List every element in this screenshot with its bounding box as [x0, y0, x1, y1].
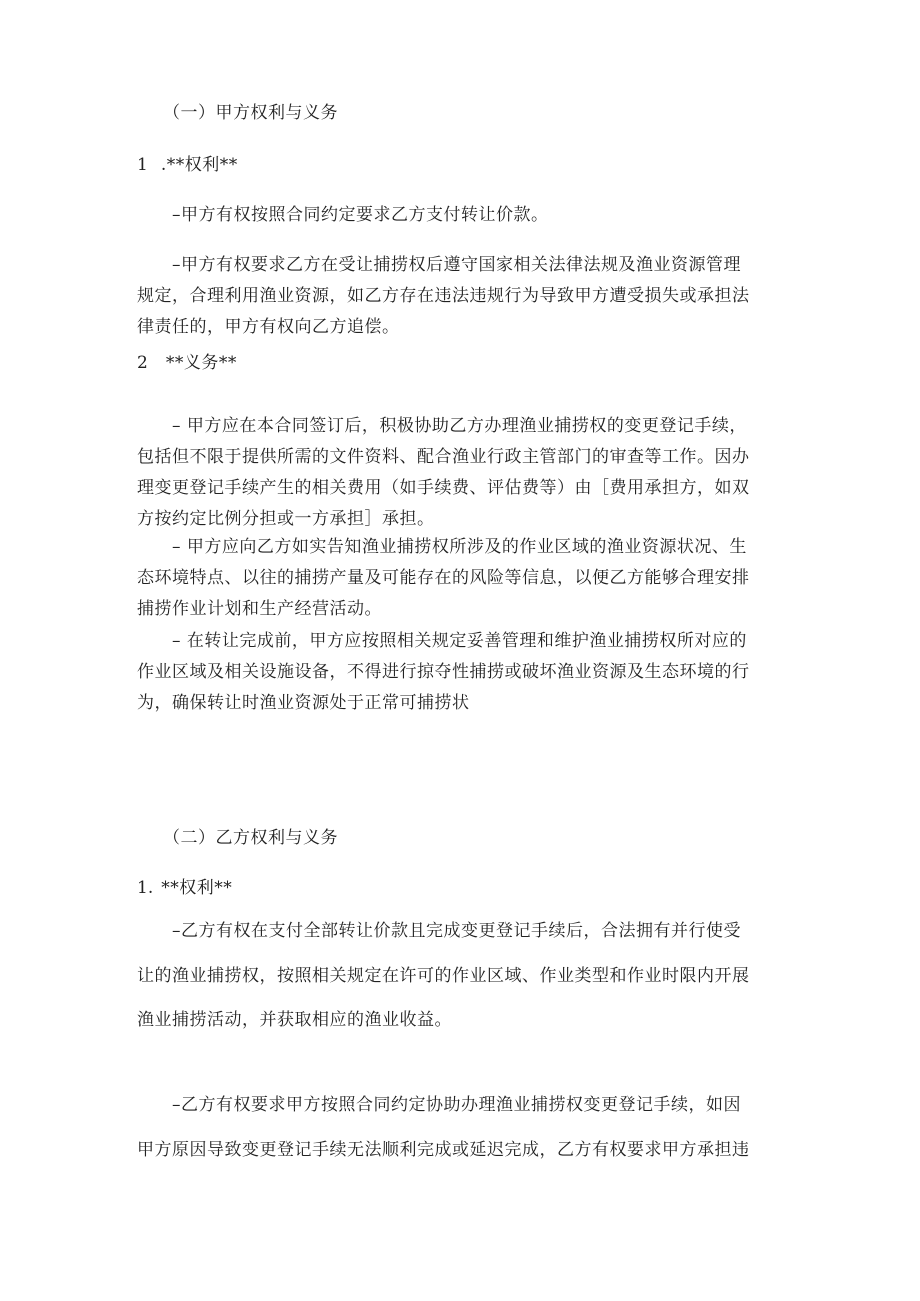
paragraph-line: 理变更登记手续产生的相关费用（如手续费、评估费等）由［费用承担方，如双 — [137, 478, 750, 498]
paragraph — [137, 1083, 750, 1172]
item-number: 1. — [137, 878, 154, 898]
item-heading-party-b-rights — [137, 876, 232, 900]
paragraph-line: 捕捞作业计划和生产经营活动。 — [137, 599, 382, 619]
item-heading-party-a-rights — [137, 153, 238, 177]
item-number: 2 — [137, 353, 148, 373]
paragraph-line: – 甲方应向乙方如实告知渔业捕捞权所涉及的作业区域的渔业资源状况、生 — [172, 537, 747, 557]
paragraph-line: –乙方有权要求甲方按照合同约定协助办理渔业捕捞权变更登记手续，如因 — [172, 1095, 741, 1115]
paragraph-line: – 在转让完成前，甲方应按照相关规定妥善管理和维护渔业捕捞权所对应的 — [172, 631, 747, 651]
paragraph — [137, 411, 750, 535]
item-heading-party-a-obligations — [137, 351, 237, 375]
item-number: 1 — [137, 155, 148, 175]
item-title: .**权利** — [160, 155, 238, 175]
paragraph-line: 律责任的，甲方有权向乙方追偿。 — [137, 317, 400, 337]
paragraph-line: –甲方有权要求乙方在受让捕捞权后遵守国家相关法律法规及渔业资源管理 — [172, 255, 741, 275]
paragraph-line: –乙方有权在支付全部转让价款且完成变更登记手续后，合法拥有并行使受 — [172, 921, 741, 941]
paragraph-line: 为，确保转让时渔业资源处于正常可捕捞状 — [137, 693, 470, 713]
paragraph-line: 渔业捕捞活动，并获取相应的渔业收益。 — [137, 1010, 452, 1030]
paragraph-line: – 甲方应在本合同签订后，积极协助乙方办理渔业捕捞权的变更登记手续， — [172, 416, 747, 436]
section-heading-party-a: （一）甲方权利与义务 — [163, 103, 338, 123]
paragraph-line: 方按约定比例分担或一方承担］承担。 — [137, 509, 435, 529]
paragraph — [137, 626, 750, 719]
paragraph-line: 规定，合理利用渔业资源，如乙方存在违法违规行为导致甲方遭受损失或承担法 — [137, 286, 750, 306]
paragraph-line: 包括但不限于提供所需的文件资料、配合渔业行政主管部门的审查等工作。因办 — [137, 447, 750, 467]
paragraph — [137, 250, 750, 343]
paragraph — [137, 532, 750, 625]
paragraph-line: –甲方有权按照合同约定要求乙方支付转让价款。 — [172, 205, 549, 225]
paragraph-line: 甲方原因导致变更登记手续无法顺利完成或延迟完成，乙方有权要求甲方承担违 — [137, 1139, 750, 1160]
paragraph — [137, 909, 750, 1043]
section-heading-party-b: （二）乙方权利与义务 — [163, 828, 338, 848]
item-title: **权利** — [161, 878, 233, 898]
paragraph-line: 态环境特点、以往的捕捞产量及可能存在的风险等信息，以便乙方能够合理安排 — [137, 568, 750, 588]
item-title: **义务** — [165, 353, 237, 373]
paragraph-line: 让的渔业捕捞权，按照相关规定在许可的作业区域、作业类型和作业时限内开展 — [137, 965, 750, 986]
paragraph-line: 作业区域及相关设施设备，不得进行掠夺性捕捞或破坏渔业资源及生态环境的行 — [137, 662, 750, 682]
paragraph — [172, 200, 549, 231]
